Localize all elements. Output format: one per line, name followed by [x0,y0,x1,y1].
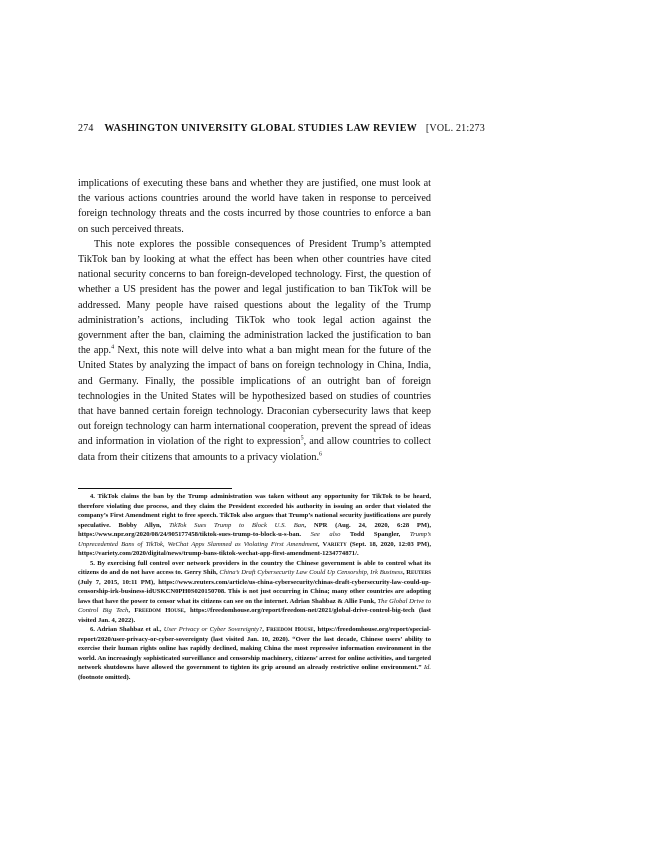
footnote-5-sep-2: , [128,607,135,614]
footnote-4-title-2: Trump’s Unprecedented Bans of TikTok, WeChat Apps Slammed as Violating First Amendment [78,531,431,548]
running-header [78,123,578,134]
journal-title: WASHINGTON UNIVERSITY GLOBAL STUDIES LAW REVIEW [104,123,418,134]
footnote-ref-5[interactable]: 5 [300,436,304,443]
footnote-6-citation: , https://freedomhouse.org/report/special-report/2020/user-privacy-or-cyber-sovereignty (last visited Jan. 10, 2020). “Over the last decade, Chinese users’ ability to exercise their human rights online has rapidly declined, making China the most repressive information environment in the world. An increasingly sophisticated surveillance and censorship machinery, citizens’ arrest for online activities, and targeted network shutdowns have allowed the government to tighten its grip around an already restrictive online environment.” [78,626,432,671]
footnote-6-id-signal: Id. [423,664,431,671]
footnote-4-citation-1: , NPR (Aug. 24, 2020, 6:28 PM), https://www.npr.org/2020/08/24/905177458/tiktok-sues-trump-to-block-u-s-ban. [78,521,431,538]
footnote-5-sep-1: , [402,569,407,576]
footnote-divider [78,488,232,489]
footnote-5-title-2: The Global Drive to Control Big Tech [78,597,431,614]
paragraph-2-part-c: , and allow countries to collect data from their citizens that amounts to a privacy violation. [78,436,431,463]
footnote-6-title: User Privacy or Cyber Sovereignty? [163,626,263,633]
footnote-5-citation-1: (July 7, 2015, 10:11 PM), https://www.reuters.com/article/us-china-cybersecurity/chinas-draft-cybersecurity-law-could-up-censorship-irk-business-idUSKCN0PH0S020150708. This is not just occurring in China; many other countries are adopting laws that have the power to censor what its citizens can see on the internet. Adrian Shahbaz & Allie Funk, [78,578,431,605]
footnote-ref-6[interactable]: 6 [319,451,323,458]
footnote-4-citation-2: (Sept. 18, 2020, 12:03 PM), https://variety.com/2020/digital/news/trump-bans-tiktok-wechat-app-first-amendment-1234774871/. [78,540,431,557]
footnote-5-text: 5. By exercising full control over network providers in the country the Chinese government is able to control what its citizens do and do not have access to. Gerry Shih, [78,559,431,576]
volume-info: [VOL. 21:273 [425,123,485,134]
footnote-6-source: Freedom House [266,626,314,633]
footnote-5-source-1: Reuters [406,569,432,576]
footnote-4-sep: , [317,540,323,548]
footnote-5-citation-2: , https://freedomhouse.org/report/freedom-net/2021/global-drive-control-big-tech (last visited Jan. 4, 2022). [78,607,431,624]
footnote-4-title-1: TikTok Sues Trump to Block U.S. Ban [169,521,305,529]
footnote-4-author-2: Todd Spangler, [340,531,410,538]
paragraph-2-part-a: This note explores the possible consequences of President Trump’s attempted TikTok ban by looking at what the effect has been when other countries have cited national security concerns to ban foreign-developed technology. First, the question of whether a US president has the power and legal justification to ban TikTok will be addressed. Many people have raised questions about the legality of the Trump administration’s actions, including TikTok who took legal action against the government after the ban, claiming the administration lacked the justification to ban the app. [78,238,431,357]
footnote-6 [78,625,431,682]
body-text [78,176,431,465]
footnote-ref-4[interactable]: 4 [111,344,115,351]
footnote-5-title-1: China’s Draft Cybersecurity Law Could Up Censorship, Irk Business [219,569,403,576]
footnote-4-source: Variety [322,540,347,548]
footnotes [78,492,431,682]
paragraph-2-part-b: Next, this note will delve into what a ban might mean for the future of the United States by analyzing the impact of bans on foreign technology in China, India, and Germany. Finally, the possible implications of an outright ban of foreign technologies in the United States will be hypothesized based on studies of countries that have banned certain foreign technology. Draconian cybersecurity laws that keep out foreign technology can harm international cooperation, prevent the spread of ideas and information in violation of the right to expression [78,345,431,448]
footnote-6-note: (footnote omitted). [78,673,131,681]
footnote-5 [78,559,431,626]
footnote-6-sep: , [262,626,267,633]
paragraph-1: implications of executing these bans and whether they are justified, one must look at the various actions countries around the world have taken in response to perceived foreign technology threats and the costs incurred by those countries to enforce a ban on such perceived threats. [78,178,431,235]
footnote-4 [78,492,431,559]
page-number: 274 [78,123,94,134]
footnote-6-author: 6. Adrian Shahbaz et al., [90,626,164,633]
footnote-4-signal: See also [310,531,341,538]
footnote-4-text: 4. TikTok claims the ban by the Trump administration was taken without any opportunity for TikTok to be heard, therefore violating due process, and they claim the President exceeded his authority in issuing an order that violated the company’s First Amendment right to free speech. TikTok also argues that Trump’s national security justifications are purely speculative. Bobby Allyn, [78,493,431,529]
paragraph-2 [78,237,431,465]
footnote-5-source-2: Freedom House [134,607,184,614]
